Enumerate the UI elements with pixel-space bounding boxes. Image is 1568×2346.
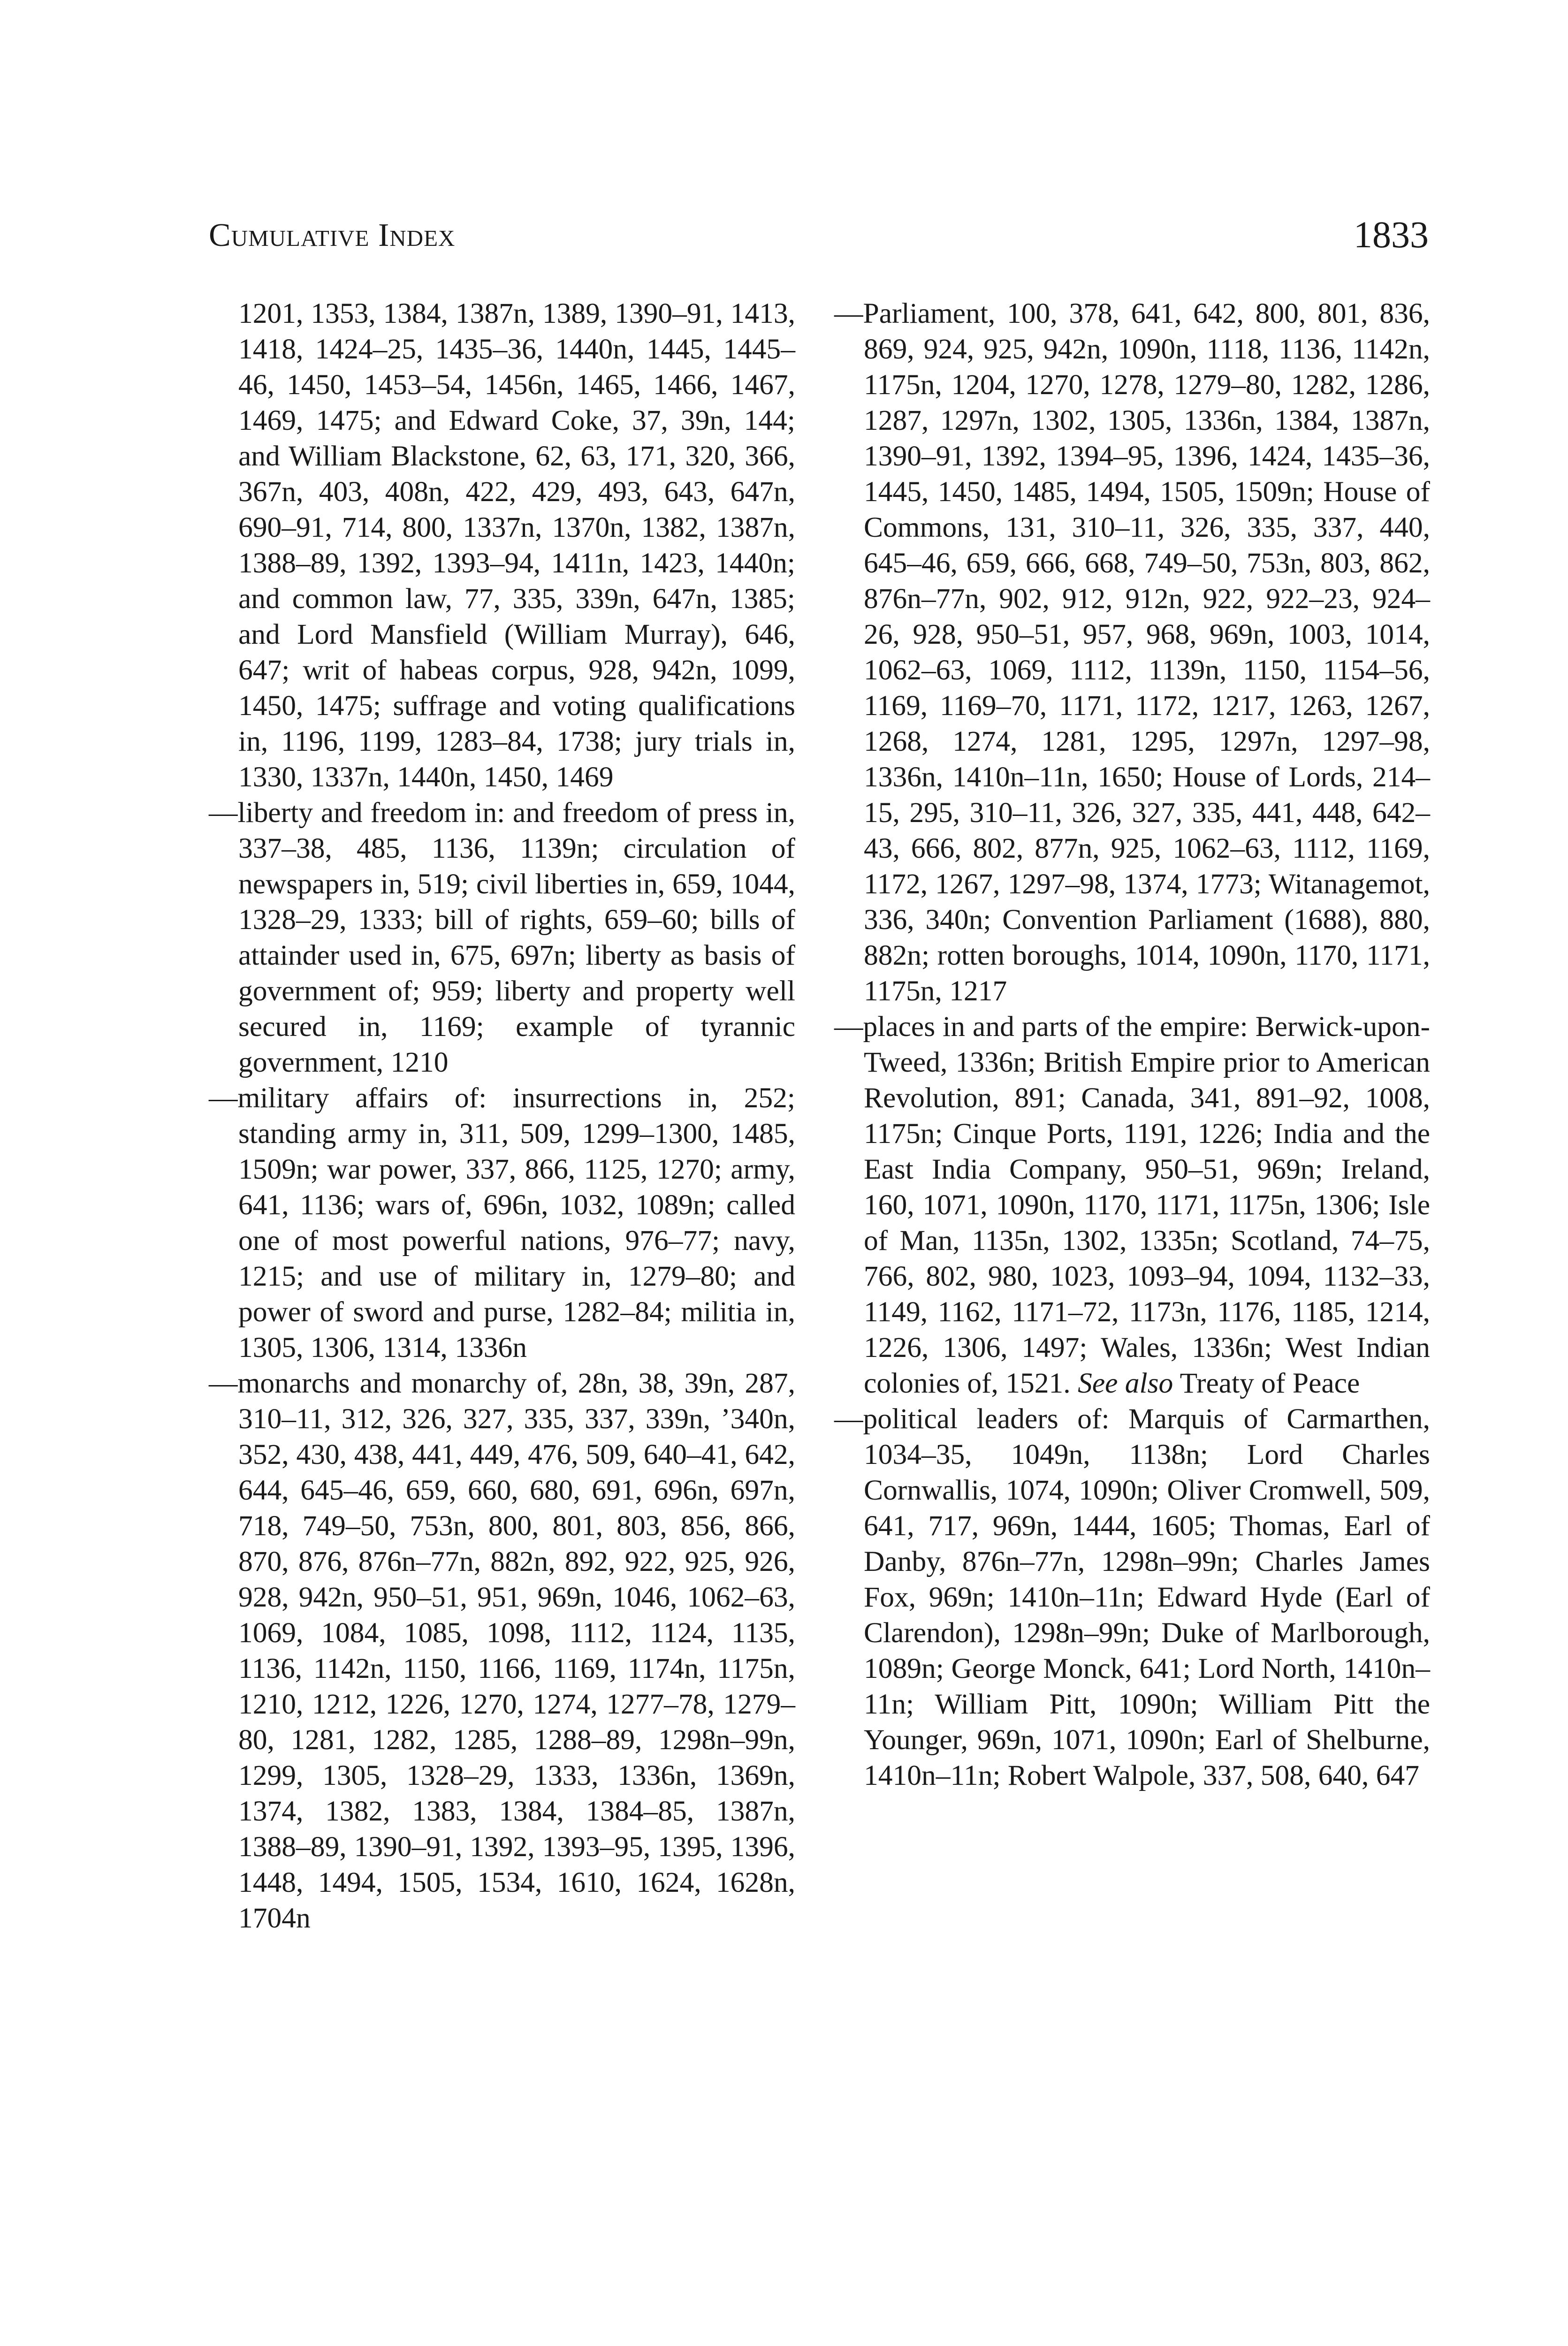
places-text: —places in and parts of the empire: Berwick-upon-Tweed, 1336n; British Empire prior to American Revolution, 891; Canada, 341, 891–92, 1008, 1175n; Cinque Ports, 1191, 1226; India and the East India Company, 950–51, 969n; Ireland, 160, 1071, 1090n, 1170, 1171, 1175n, 1306; Isle of Man, 1135n, 1302, 1335n; Scotland, 74–75, 766, 802, 980, 1023, 1093–94, 1094, 1132–33, 1149, 1162, 1171–72, 1173n, 1176, 1185, 1214, 1226, 1306, 1497; Wales, 1336n; West Indian colonies of, 1521. xyxy=(834,1011,1430,1399)
index-subentry-political-leaders: —political leaders of: Marquis of Carmarthen, 1034–35, 1049n, 1138n; Lord Charles Cornwallis, 1074, 1090n; Oliver Cromwell, 509, 641, 717, 969n, 1444, 1605; Thomas, Earl of Danby, 876n–77n, 1298n–99n; Charles James Fox, 969n; 1410n–11n; Edward Hyde (Earl of Clarendon), 1298n–99n; Duke of Marlborough, 1089n; George Monck, 641; Lord North, 1410n–11n; William Pitt, 1090n; William Pitt the Younger, 969n, 1071, 1090n; Earl of Shelburne, 1410n–11n; Robert Walpole, 337, 508, 640, 647 xyxy=(834,1403,1430,1791)
places-text-end: Treaty of Peace xyxy=(1173,1367,1360,1399)
index-entry-continued: 1201, 1353, 1384, 1387n, 1389, 1390–91, 1413, 1418, 1424–25, 1435–36, 1440n, 1445, 1445–46, 1450, 1453–54, 1456n, 1465, 1466, 1467, 1469, 1475; and Edward Coke, 37, 39n, 144; and William Blackstone, 62, 63, 171, 320, 366, 367n, 403, 408n, 422, 429, 493, 643, 647n, 690–91, 714, 800, 1337n, 1370n, 1382, 1387n, 1388–89, 1392, 1393–94, 1411n, 1423, 1440n; and common law, 77, 335, 339n, 647n, 1385; and Lord Mansfield (William Murray), 646, 647; writ of habeas corpus, 928, 942n, 1099, 1450, 1475; suffrage and voting qualifications in, 1196, 1199, 1283–84, 1738; jury trials in, 1330, 1337n, 1440n, 1450, 1469 xyxy=(238,297,795,793)
index-column-right xyxy=(834,296,1430,1793)
index-column-left xyxy=(209,296,795,1936)
running-head-title: Cumulative Index xyxy=(209,217,456,253)
index-subentry-parliament: —Parliament, 100, 378, 641, 642, 800, 801, 836, 869, 924, 925, 942n, 1090n, 1118, 1136, 1142n, 1175n, 1204, 1270, 1278, 1279–80, 1282, 1286, 1287, 1297n, 1302, 1305, 1336n, 1384, 1387n, 1390–91, 1392, 1394–95, 1396, 1424, 1435–36, 1445, 1450, 1485, 1494, 1505, 1509n; House of Commons, 131, 310–11, 326, 335, 337, 440, 645–46, 659, 666, 668, 749–50, 753n, 803, 862, 876n–77n, 902, 912, 912n, 922, 922–23, 924–26, 928, 950–51, 957, 968, 969n, 1003, 1014, 1062–63, 1069, 1112, 1139n, 1150, 1154–56, 1169, 1169–70, 1171, 1172, 1217, 1263, 1267, 1268, 1274, 1281, 1295, 1297n, 1297–98, 1336n, 1410n–11n, 1650; House of Lords, 214–15, 295, 310–11, 326, 327, 335, 441, 448, 642–43, 666, 802, 877n, 925, 1062–63, 1112, 1169, 1172, 1267, 1297–98, 1374, 1773; Witanagemot, 336, 340n; Convention Parliament (1688), 880, 882n; rotten boroughs, 1014, 1090n, 1170, 1171, 1175n, 1217 xyxy=(834,297,1430,1007)
index-subentry-liberty: —liberty and freedom in: and freedom of press in, 337–38, 485, 1136, 1139n; circulation of newspapers in, 519; civil liberties in, 659, 1044, 1328–29, 1333; bill of rights, 659–60; bills of attainder used in, 675, 697n; liberty as basis of government of; 959; liberty and property well secured in, 1169; example of tyrannic government, 1210 xyxy=(209,797,795,1078)
see-also-reference: See also xyxy=(1078,1367,1173,1399)
page-number: 1833 xyxy=(1354,214,1429,256)
index-subentry-places xyxy=(834,1009,1430,1401)
index-subentry-military: —military affairs of: insurrections in, 252; standing army in, 311, 509, 1299–1300, 1485, 1509n; war power, 337, 866, 1125, 1270; army, 641, 1136; wars of, 696n, 1032, 1089n; called one of most powerful nations, 976–77; navy, 1215; and use of military in, 1279–80; and power of sword and purse, 1282–84; militia in, 1305, 1306, 1314, 1336n xyxy=(209,1082,795,1363)
index-subentry-monarchs: —monarchs and monarchy of, 28n, 38, 39n, 287, 310–11, 312, 326, 327, 335, 337, 339n, ’340n, 352, 430, 438, 441, 449, 476, 509, 640–41, 642, 644, 645–46, 659, 660, 680, 691, 696n, 697n, 718, 749–50, 753n, 800, 801, 803, 856, 866, 870, 876, 876n–77n, 882n, 892, 922, 925, 926, 928, 942n, 950–51, 951, 969n, 1046, 1062–63, 1069, 1084, 1085, 1098, 1112, 1124, 1135, 1136, 1142n, 1150, 1166, 1169, 1174n, 1175n, 1210, 1212, 1226, 1270, 1274, 1277–78, 1279–80, 1281, 1282, 1285, 1288–89, 1298n–99n, 1299, 1305, 1328–29, 1333, 1336n, 1369n, 1374, 1382, 1383, 1384, 1384–85, 1387n, 1388–89, 1390–91, 1392, 1393–95, 1395, 1396, 1448, 1494, 1505, 1534, 1610, 1624, 1628n, 1704n xyxy=(209,1367,795,1934)
running-head xyxy=(209,214,1429,268)
